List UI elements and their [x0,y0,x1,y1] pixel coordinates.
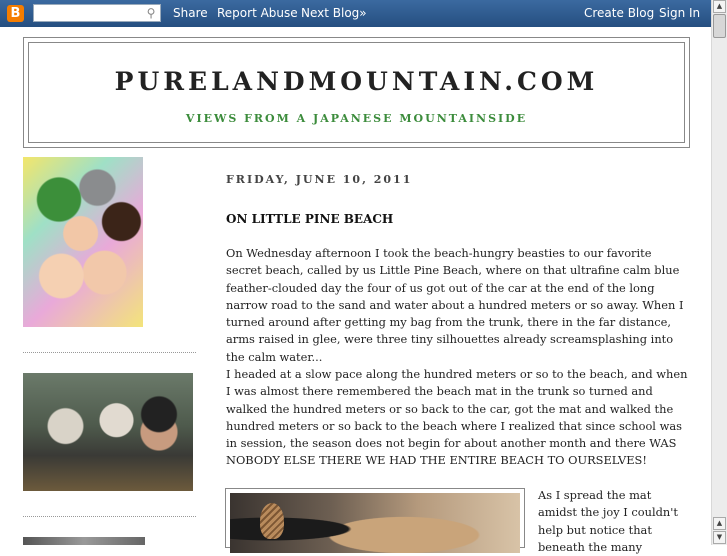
search-icon[interactable]: ⚲ [146,6,156,20]
create-blog-link[interactable]: Create Blog [584,6,655,20]
scroll-down-icon[interactable]: ▼ [713,531,726,544]
blog-header [23,37,690,148]
share-link[interactable]: Share [173,6,208,20]
post-paragraph: On Wednesday afternoon I took the beach-hungry beasties to our favorite secret beach, called by us Little Pine Beach, where on that ultrafine calm blue feather-clouded day the four of us got out of the car at the end of the long narrow road to the sand and water about a hundred meters or so away. When I turned around after getting my bag from the trunk, there in the far distance, arms raised in glee, were three tiny silhouettes already screamsplashing into the calm water... [226,246,684,364]
post-image-frame [225,488,525,548]
sidebar-divider [23,352,196,353]
blogger-navbar [0,0,711,27]
post-paragraph: I headed at a slow pace along the hundred meters or so to the beach, and when I was almost there remembered the beach mat in the trunk so turned and walked the hundred meters or so back to the car, got the mat and walked the hundred meters or so back to the beach where I realized that since school was in session, the season does not begin for about another month and there WAS NOBODY ELSE THERE WE HAD THE ENTIRE BEACH TO OURSELVES! [226,367,688,468]
post-date-header: FRIDAY, JUNE 10, 2011 [226,173,413,186]
scroll-up-icon[interactable]: ▲ [713,0,726,13]
blog-description: VIEWS FROM A JAPANESE MOUNTAINSIDE [185,112,528,125]
sidebar-third-photo[interactable] [23,537,145,545]
blogger-logo-icon[interactable]: B [7,5,24,22]
blog-header-inner [28,42,685,143]
page-scrollbar[interactable] [711,0,727,545]
sidebar-divider [23,516,196,517]
post-title[interactable]: ON LITTLE PINE BEACH [226,212,394,226]
scroll-thumb[interactable] [713,14,726,38]
post-paragraph: As I spread the mat amidst the joy I couldn't help but notice that beneath the many [538,488,678,554]
next-blog-link[interactable]: Next Blog» [301,6,367,20]
pinecone-icon [260,503,284,539]
report-abuse-link[interactable]: Report Abuse [217,6,298,20]
scroll-up-icon[interactable]: ▲ [713,517,726,530]
sidebar-family-photo[interactable] [23,157,143,327]
blog-title[interactable]: PURELANDMOUNTAIN.COM [114,67,599,96]
sidebar-friends-photo[interactable] [23,373,193,491]
search-input[interactable] [33,4,161,22]
post-image-pinecone[interactable] [230,493,520,553]
sign-in-link[interactable]: Sign In [659,6,701,20]
